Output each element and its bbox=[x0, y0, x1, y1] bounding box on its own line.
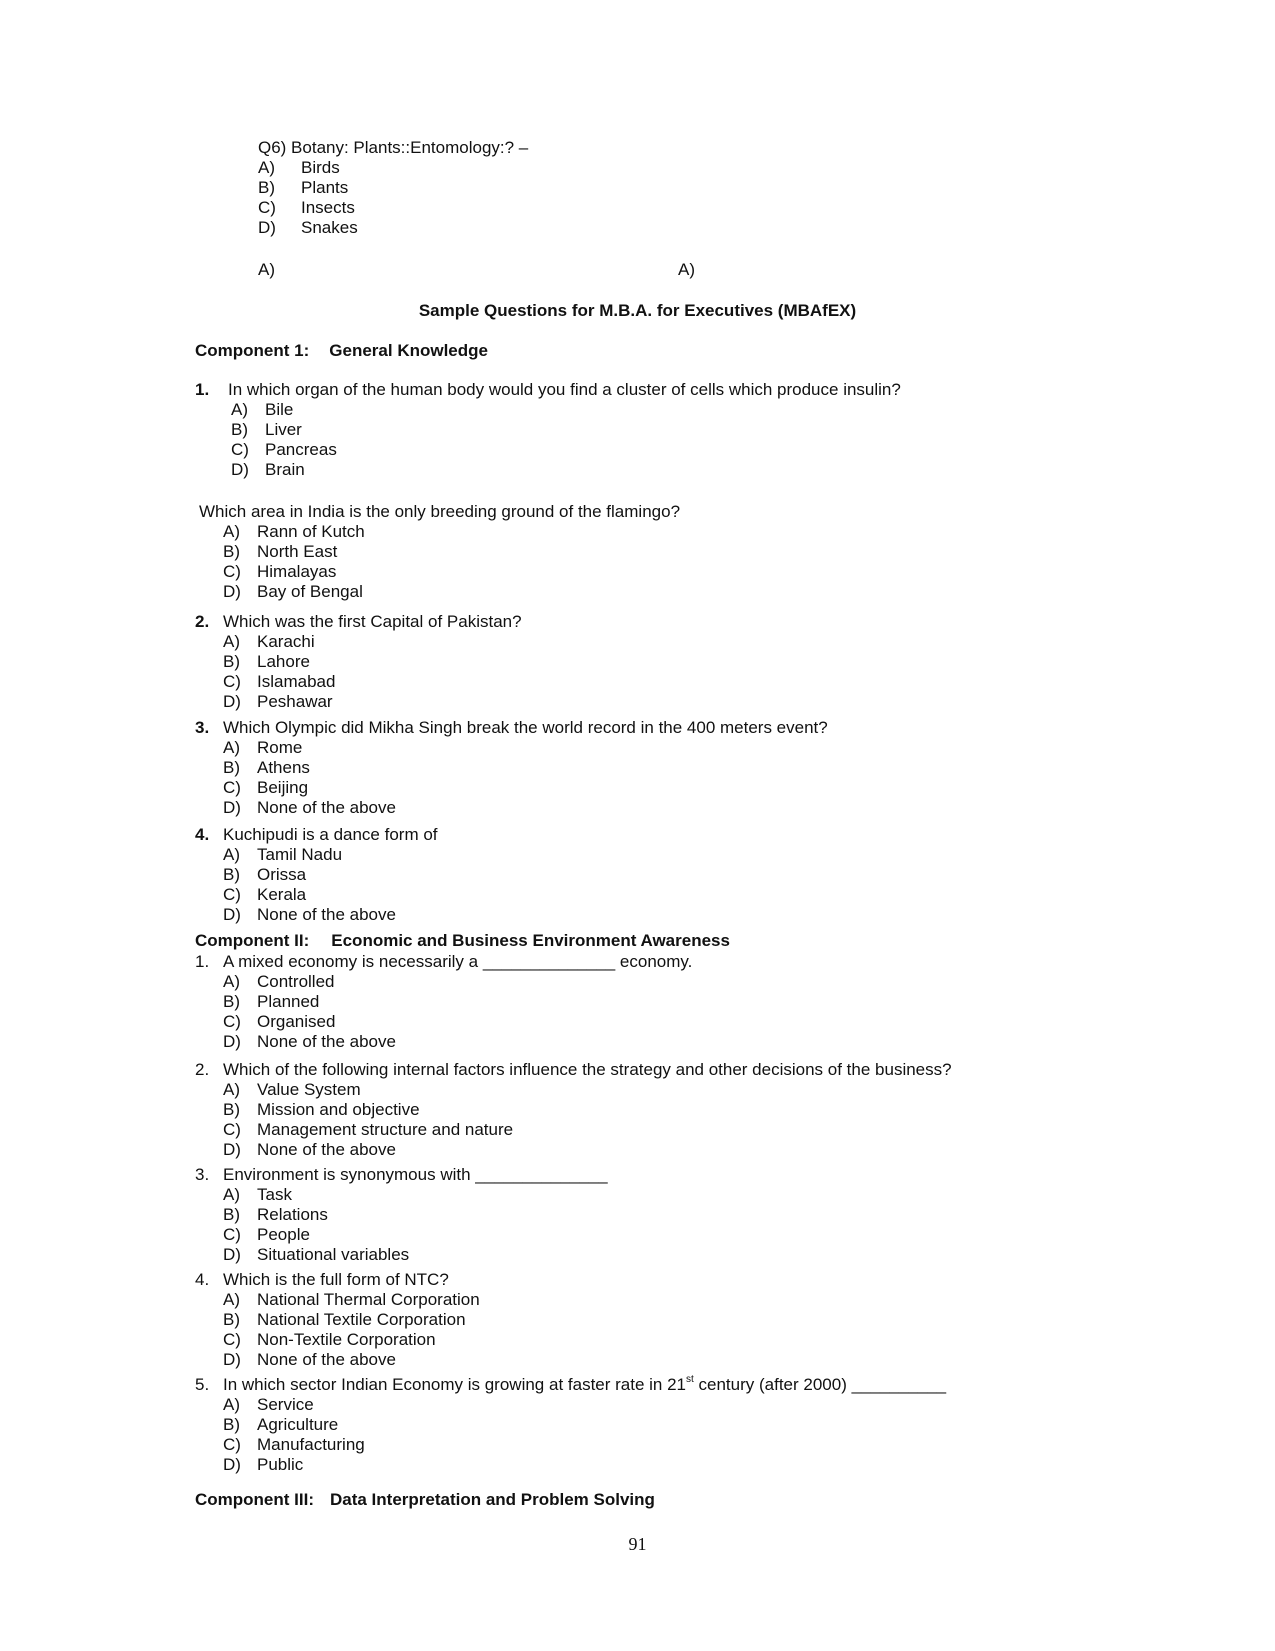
option-letter: A) bbox=[231, 400, 248, 419]
question-number: 3. bbox=[195, 1165, 210, 1184]
component2-question-2-option-b bbox=[223, 1100, 420, 1120]
page-heading: Sample Questions for M.B.A. for Executives (MBAfEX) bbox=[418, 301, 857, 320]
question-number: 1. bbox=[195, 952, 210, 971]
option-letter: A) bbox=[223, 1185, 240, 1204]
option-letter: B) bbox=[223, 1415, 240, 1434]
question-number: 3. bbox=[195, 718, 210, 737]
option-text: Athens bbox=[257, 758, 310, 777]
q6-option-d: D) Snakes bbox=[258, 218, 358, 237]
option-letter: D) bbox=[223, 798, 241, 817]
question-text: Kuchipudi is a dance form of bbox=[223, 825, 438, 844]
component2-question-4-stem bbox=[195, 1270, 449, 1290]
option-text: Karachi bbox=[257, 632, 315, 651]
option-letter: D) bbox=[223, 1350, 241, 1369]
option-text: Himalayas bbox=[257, 562, 337, 581]
option-letter: B) bbox=[223, 1205, 240, 1224]
option-text: None of the above bbox=[257, 1032, 396, 1051]
question-text: Which was the first Capital of Pakistan? bbox=[223, 612, 522, 631]
component1-question-1-stem bbox=[195, 380, 901, 400]
question-text: A mixed economy is necessarily a ______________ economy. bbox=[223, 952, 693, 971]
component1-question-3-option-a bbox=[223, 632, 315, 652]
component1-question-4-option-c bbox=[223, 778, 308, 798]
option-text: People bbox=[257, 1225, 310, 1244]
option-text: Situational variables bbox=[257, 1245, 410, 1264]
question-number: 2. bbox=[195, 612, 210, 631]
option-letter: B) bbox=[223, 1310, 240, 1329]
question-text: Which is the full form of NTC? bbox=[223, 1270, 449, 1289]
option-text: Rann of Kutch bbox=[257, 522, 365, 541]
option-text: None of the above bbox=[257, 905, 396, 924]
option-letter: C) bbox=[223, 1330, 241, 1349]
component2-question-1-stem bbox=[195, 952, 692, 972]
component1-question-1-option-c bbox=[231, 440, 337, 460]
option-text: Kerala bbox=[257, 885, 307, 904]
q6-answer-left: A) bbox=[258, 260, 275, 279]
component2-question-1-option-a bbox=[223, 972, 335, 992]
component1-question-2-option-b bbox=[223, 542, 337, 562]
component2-question-3-option-d bbox=[223, 1245, 409, 1265]
option-letter: B) bbox=[223, 1100, 240, 1119]
option-text: Brain bbox=[265, 460, 305, 479]
component2-question-3-option-c bbox=[223, 1225, 310, 1245]
option-text: Tamil Nadu bbox=[257, 845, 343, 864]
question-number: 5. bbox=[195, 1375, 210, 1394]
component2-question-3-option-a bbox=[223, 1185, 292, 1205]
option-text: Task bbox=[257, 1185, 292, 1204]
component1-question-4-option-a bbox=[223, 738, 302, 758]
component1-question-3-option-c bbox=[223, 672, 335, 692]
component2-question-1-option-d bbox=[223, 1032, 396, 1052]
component2-question-2-option-a bbox=[223, 1080, 361, 1100]
option-text: Value System bbox=[257, 1080, 361, 1099]
question-number: 1. bbox=[195, 380, 210, 399]
q6-option-b: B) Plants bbox=[258, 178, 349, 197]
component2-question-5-option-d bbox=[223, 1455, 303, 1475]
component1-question-2-option-a bbox=[223, 522, 365, 542]
option-letter: D) bbox=[223, 1032, 241, 1051]
component2-question-1-option-c bbox=[223, 1012, 335, 1032]
superscript: st bbox=[686, 1374, 694, 1386]
component2-question-4-option-b bbox=[223, 1310, 466, 1330]
component1-heading: Component 1: General Knowledge bbox=[195, 341, 488, 360]
option-letter: C) bbox=[223, 672, 241, 691]
component2-question-4-option-d bbox=[223, 1350, 396, 1370]
question-text-continued: century (after 2000) __________ bbox=[693, 1375, 947, 1394]
q6-stem: Q6) Botany: Plants::Entomology:? – bbox=[258, 138, 529, 157]
option-text: North East bbox=[257, 542, 338, 561]
component1-question-5-option-b bbox=[223, 865, 306, 885]
option-text: Relations bbox=[257, 1205, 328, 1224]
q6-option-c: C) Insects bbox=[258, 198, 355, 217]
option-letter: D) bbox=[223, 1245, 241, 1264]
option-letter: D) bbox=[223, 1455, 241, 1474]
question-text: Which Olympic did Mikha Singh break the world record in the 400 meters event? bbox=[223, 718, 828, 737]
option-text: Peshawar bbox=[257, 692, 333, 711]
component1-question-5-option-a bbox=[223, 845, 342, 865]
option-letter: B) bbox=[231, 420, 248, 439]
question-number: 4. bbox=[195, 1270, 210, 1289]
component1-question-3-option-d bbox=[223, 692, 333, 712]
component1-question-2-option-d bbox=[223, 582, 363, 602]
option-letter: C) bbox=[223, 885, 241, 904]
component1-question-3-option-b bbox=[223, 652, 310, 672]
option-letter: B) bbox=[223, 542, 240, 561]
option-text: None of the above bbox=[257, 1350, 396, 1369]
option-letter: D) bbox=[223, 1140, 241, 1159]
option-letter: A) bbox=[223, 738, 240, 757]
question-text: Which area in India is the only breeding ground of the flamingo? bbox=[199, 502, 681, 521]
question-text: In which sector Indian Economy is growing at faster rate in 21 bbox=[223, 1375, 687, 1394]
option-text: National Textile Corporation bbox=[257, 1310, 466, 1329]
component2-question-4-option-c bbox=[223, 1330, 436, 1350]
question-number: 2. bbox=[195, 1060, 210, 1079]
question-text: Which of the following internal factors influence the strategy and other decisions of the business? bbox=[223, 1060, 952, 1079]
option-text: Planned bbox=[257, 992, 320, 1011]
component2-question-5-stem bbox=[195, 1375, 946, 1395]
component2-question-2-stem bbox=[195, 1060, 952, 1080]
component2-question-4-option-a bbox=[223, 1290, 480, 1310]
option-text: Controlled bbox=[257, 972, 335, 991]
component2-question-5-option-a bbox=[223, 1395, 314, 1415]
component1-question-5-stem bbox=[195, 825, 438, 845]
option-letter: D) bbox=[223, 582, 241, 601]
option-text: Service bbox=[257, 1395, 314, 1414]
component1-question-3-stem bbox=[195, 612, 522, 632]
option-letter: A) bbox=[223, 522, 240, 541]
option-text: Management structure and nature bbox=[257, 1120, 514, 1139]
component2-question-3-option-b bbox=[223, 1205, 328, 1225]
option-text: Organised bbox=[257, 1012, 336, 1031]
component2-question-5-option-b bbox=[223, 1415, 338, 1435]
option-letter: A) bbox=[223, 972, 240, 991]
option-text: Non-Textile Corporation bbox=[257, 1330, 436, 1349]
option-letter: C) bbox=[223, 1435, 241, 1454]
option-letter: A) bbox=[223, 1395, 240, 1414]
option-text: Manufacturing bbox=[257, 1435, 365, 1454]
option-letter: A) bbox=[223, 1290, 240, 1309]
component1-question-5-option-c bbox=[223, 885, 306, 905]
option-letter: D) bbox=[231, 460, 249, 479]
component2-question-3-stem bbox=[195, 1165, 608, 1185]
option-text: Bay of Bengal bbox=[257, 582, 363, 601]
component2-question-1-option-b bbox=[223, 992, 319, 1012]
component1-question-4-stem bbox=[195, 718, 828, 738]
option-text: Bile bbox=[265, 400, 294, 419]
option-text: Lahore bbox=[257, 652, 310, 671]
option-text: None of the above bbox=[257, 1140, 396, 1159]
option-text: Mission and objective bbox=[257, 1100, 420, 1119]
question-number: 4. bbox=[195, 825, 210, 844]
option-text: Islamabad bbox=[257, 672, 336, 691]
option-letter: B) bbox=[223, 865, 240, 884]
component1-question-2-stem bbox=[199, 502, 680, 522]
option-text: None of the above bbox=[257, 798, 396, 817]
component2-question-5-option-c bbox=[223, 1435, 365, 1455]
option-text: Pancreas bbox=[265, 440, 337, 459]
component1-question-4-option-d bbox=[223, 798, 396, 818]
option-text: Public bbox=[257, 1455, 304, 1474]
page-number: 91 bbox=[628, 1534, 647, 1554]
option-text: Orissa bbox=[257, 865, 307, 884]
option-letter: C) bbox=[223, 1120, 241, 1139]
component2-question-2-option-d bbox=[223, 1140, 396, 1160]
component1-question-1-option-b bbox=[231, 420, 302, 440]
option-letter: A) bbox=[223, 1080, 240, 1099]
question-text: Environment is synonymous with ______________ bbox=[223, 1165, 608, 1184]
option-letter: C) bbox=[231, 440, 249, 459]
option-letter: C) bbox=[223, 1225, 241, 1244]
option-letter: B) bbox=[223, 992, 240, 1011]
option-text: Liver bbox=[265, 420, 302, 439]
option-letter: A) bbox=[223, 632, 240, 651]
component3-heading: Component III: Data Interpretation and Problem Solving bbox=[195, 1490, 655, 1509]
q6-answer-right: A) bbox=[678, 260, 695, 279]
option-letter: D) bbox=[223, 692, 241, 711]
option-text: Rome bbox=[257, 738, 303, 757]
option-letter: B) bbox=[223, 652, 240, 671]
option-text: Beijing bbox=[257, 778, 309, 797]
component1-question-1-option-d bbox=[231, 460, 305, 480]
q6-option-a: A) Birds bbox=[258, 158, 340, 177]
option-letter: B) bbox=[223, 758, 240, 777]
option-letter: C) bbox=[223, 1012, 241, 1031]
option-text: Agriculture bbox=[257, 1415, 339, 1434]
component2-heading: Component II: Economic and Business Environment Awareness bbox=[195, 931, 730, 950]
component1-question-2-option-c bbox=[223, 562, 336, 582]
option-letter: A) bbox=[223, 845, 240, 864]
question-text: In which organ of the human body would you find a cluster of cells which produce insulin? bbox=[228, 380, 901, 399]
option-letter: C) bbox=[223, 562, 241, 581]
component1-question-5-option-d bbox=[223, 905, 396, 925]
component1-question-1-option-a bbox=[231, 400, 293, 420]
option-letter: C) bbox=[223, 778, 241, 797]
option-letter: D) bbox=[223, 905, 241, 924]
component2-question-2-option-c bbox=[223, 1120, 513, 1140]
component1-question-4-option-b bbox=[223, 758, 310, 778]
option-text: National Thermal Corporation bbox=[257, 1290, 480, 1309]
